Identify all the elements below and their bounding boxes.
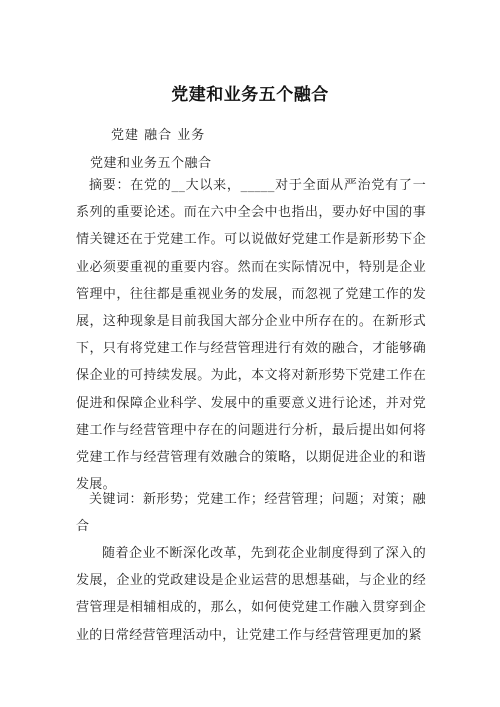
abstract-paragraph: 摘要：在党的__大以来，_____对于全面从严治党有了一系列的重要论述。而在六中全会中也指出，要办好中国的事情关键还在于党建工作。可以说做好党建工作是新形势下企业必须要重视的重要内容。然而在实际情况中，特别是企业管理中，往往都是重视业务的发展，而忽视了党建工作的发展，这种现象是目前我国大部分企业中所存在的。在新形式下，只有将党建工作与经营管理进行有效的融合，才能够确保企业的可持续发展。为此，本文将对新形势下党建工作在促进和保障企业科学、发展中的重要意义进行论述，并对党建工作与经营管理中存在的问题进行分析，最后提出如何将党建工作与经营管理有效融合的策略，以期促进企业的和谐发展。 [76,178,426,493]
tag-line: 党建 融合 业务 [111,128,206,143]
page-title: 党建和业务五个融合 [171,85,329,105]
subtitle-line: 党建和业务五个融合 [90,156,212,171]
intro-paragraph: 随着企业不断深化改革，先到花企业制度得到了深入的发展，企业的党政建设是企业运营的思想基础，与企业的经营管理是相辅相成的，那么，如何使党建工作融入贯穿到企业的日常经营管理活动中，让党建工作与经营管理更加的紧 [76,546,426,643]
keywords-paragraph: 关键词：新形势；党建工作；经营管理；问题；对策；融合 [76,492,426,535]
